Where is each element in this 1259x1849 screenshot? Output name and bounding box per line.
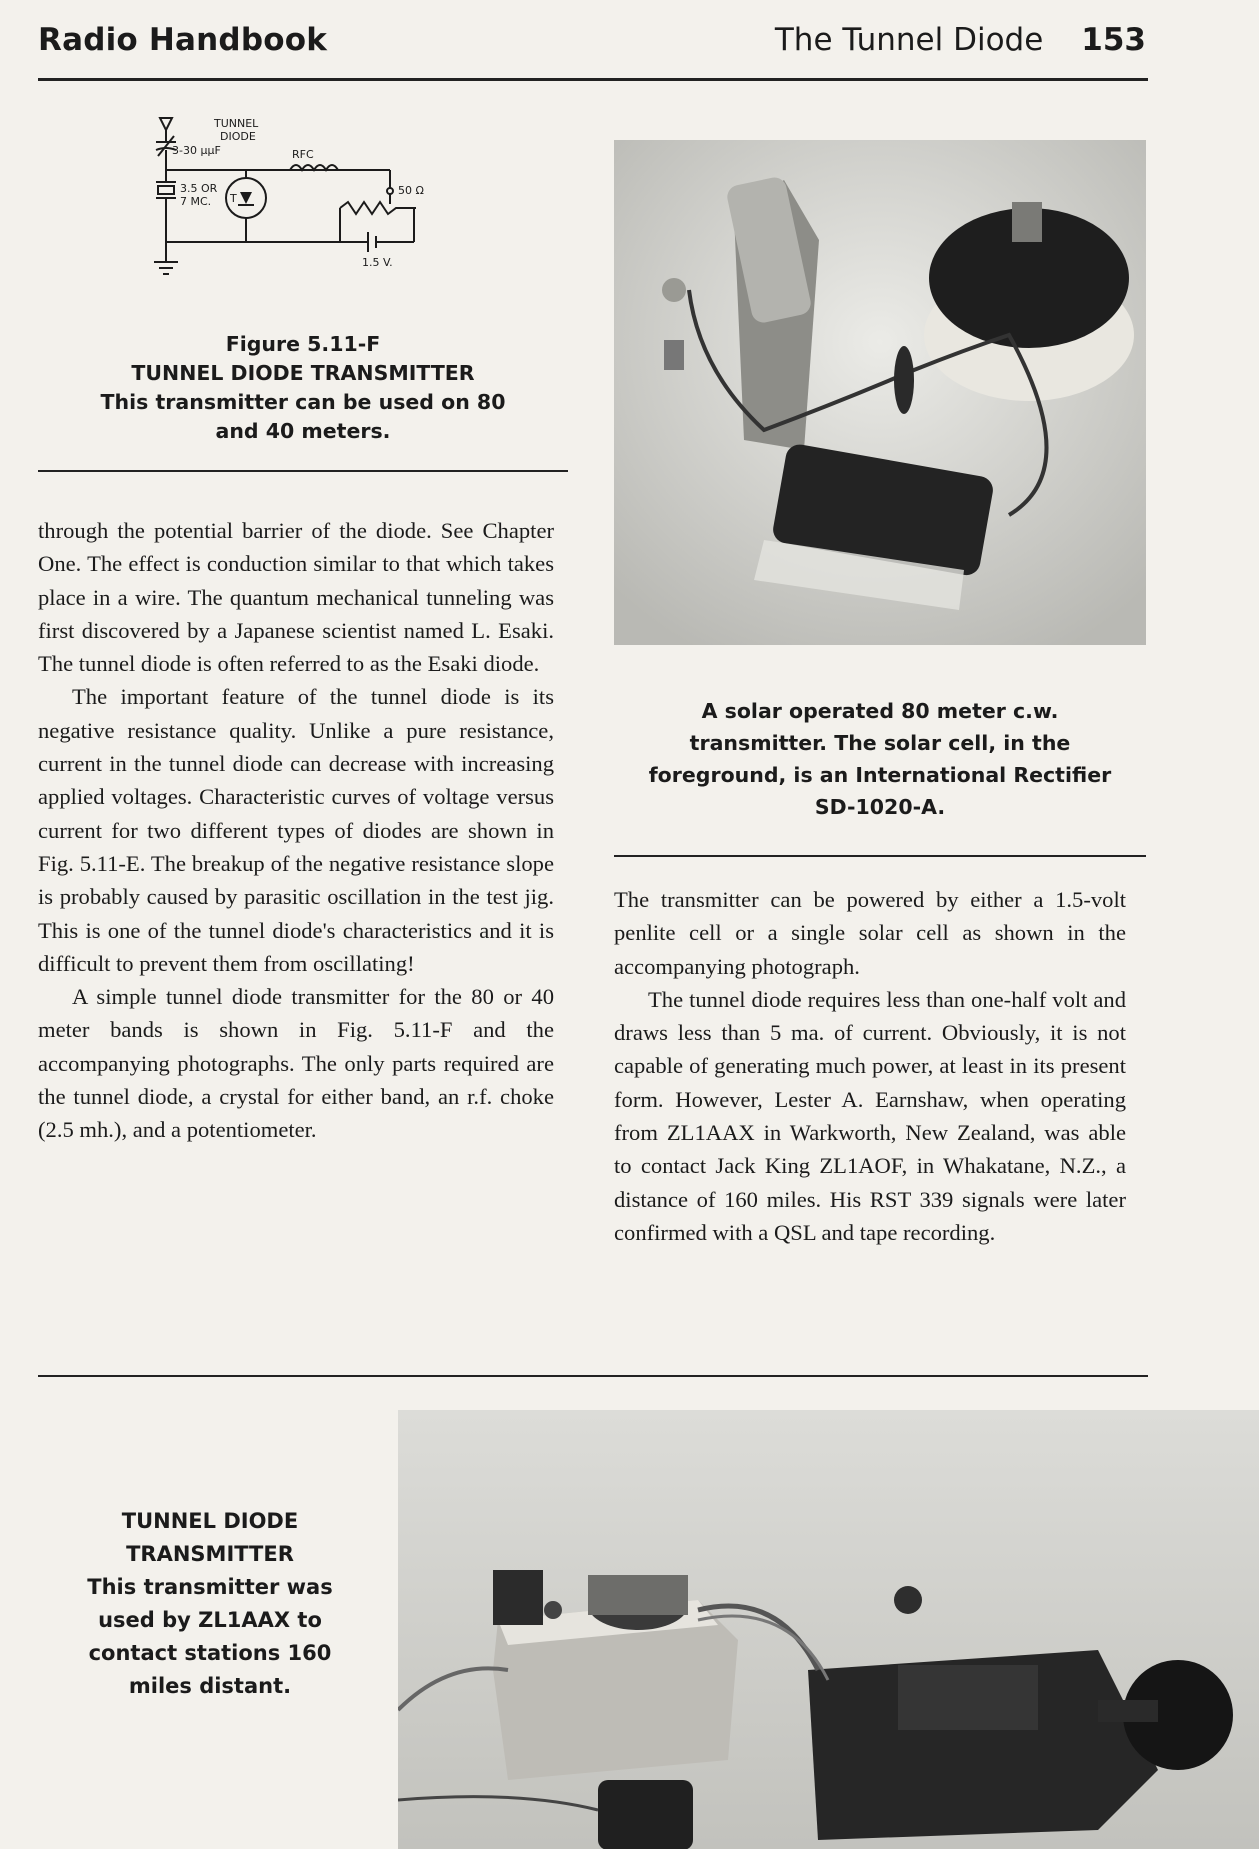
paragraph: through the potential barrier of the diode. See Chapter One. The effect is conduction similar to that which takes place in a wire. The quantum mechanical tunneling was first discovered by a Japanese scientist named L. Esaki. The tunnel diode is often referred to as the Esaki diode. [38, 518, 554, 677]
bottom-caption [70, 1505, 350, 1703]
figure-rule [38, 470, 568, 472]
label-resistor: 50 Ω [398, 184, 424, 197]
label-rfc: RFC [292, 148, 314, 161]
book-title: Radio Handbook [38, 22, 328, 58]
label-diode: DIODE [220, 130, 256, 143]
solar-transmitter-photo [614, 140, 1146, 645]
figure-description: This transmitter can be used on 80 and 40 meters. [100, 390, 506, 443]
figure-title: TUNNEL DIODE TRANSMITTER [131, 361, 475, 385]
paragraph: The transmitter can be powered by either a 1.5-volt penlite cell or a single solar cell as shown in the accompanying photograph. [614, 887, 1126, 979]
label-crystal-2: 7 MC. [180, 195, 212, 208]
bottom-caption-title-1: TUNNEL DIODE [121, 1509, 299, 1533]
zl1aax-transmitter-photo [398, 1410, 1259, 1849]
figure-caption [38, 330, 568, 446]
page-number: 153 [1081, 22, 1146, 58]
section-title: The Tunnel Diode [774, 22, 1044, 58]
section-rule [38, 1375, 1148, 1377]
header-rule [38, 78, 1148, 81]
paragraph: A simple tunnel diode transmitter for the 80 or 40 meter bands is shown in Fig. 5.11-F and the accompanying photographs. The only parts required are the tunnel diode, a crystal for either band, an r.f. choke (2.5 mh.), and a potentiometer. [38, 984, 554, 1143]
label-battery: 1.5 V. [362, 256, 393, 269]
left-column [38, 514, 554, 1147]
figure-number: Figure 5.11-F [225, 332, 381, 356]
antenna-icon [160, 118, 172, 130]
label-crystal-1: 3.5 OR [180, 182, 218, 195]
photo-caption-top: A solar operated 80 meter c.w. transmitter. The solar cell, in the foreground, is an International Rectifier SD-1020-A. [648, 699, 1112, 819]
label-diode-symbol: T [230, 192, 237, 205]
schematic-diagram [150, 112, 450, 322]
photo-caption-rule [614, 855, 1146, 857]
running-header [775, 22, 1146, 58]
label-capacitor: 3-30 μμF [172, 144, 221, 157]
bottom-caption-description: This transmitter was used by ZL1AAX to contact stations 160 miles distant. [87, 1575, 333, 1698]
bottom-caption-title-2: TRANSMITTER [126, 1542, 294, 1566]
paragraph: The important feature of the tunnel diode is its negative resistance quality. Unlike a pure resistance, current in the tunnel diode can decrease with increasing applied voltages. Characteristic curves of voltage versus current for two different types of diodes are shown in Fig. 5.11-E. The breakup of the negative resistance slope is probably caused by parasitic oscillation in the test jig. This is one of the tunnel diode's characteristics and it is difficult to prevent them from oscillating! [38, 684, 554, 976]
paragraph: The tunnel diode requires less than one-half volt and draws less than 5 ma. of current. Obviously, it is not capable of generating much power, at least in its present form. However, Lester A. Earnshaw, when operating from ZL1AAX in Warkworth, New Zealand, was able to contact Jack King ZL1AOF, in Whakatane, N.Z., a distance of 160 miles. His RST 339 signals were later confirmed with a QSL and tape recording. [614, 986, 1126, 1245]
right-column [614, 883, 1126, 1249]
label-tunnel: TUNNEL [214, 117, 259, 130]
